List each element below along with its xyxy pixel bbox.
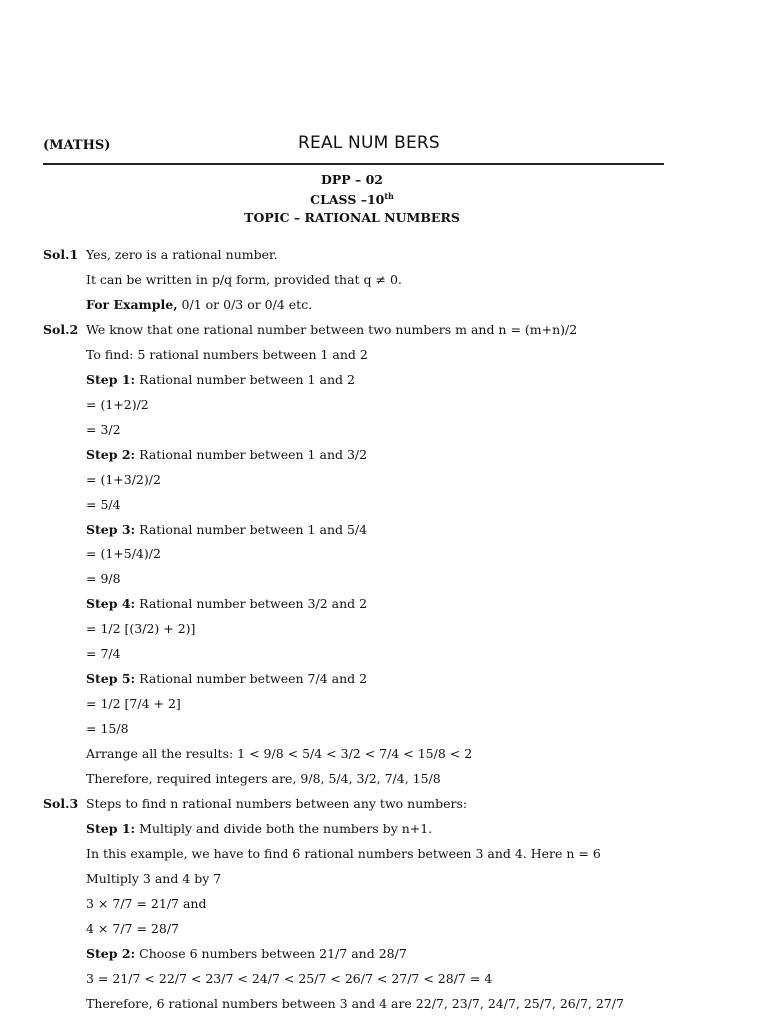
solution-text [86, 846, 601, 861]
line-content: Rational number between 1 and 5/4 [135, 521, 368, 537]
solution-text [86, 596, 367, 611]
header-divider [43, 163, 664, 165]
line-content: Multiply and divide both the numbers by n+1. [135, 820, 433, 836]
solution-label: Sol.1 [43, 247, 79, 262]
line-content: Steps to find n rational numbers between any two numbers: [86, 795, 468, 811]
topic-label: TOPIC – RATIONAL NUMBERS [244, 210, 460, 225]
line-content: Rational number between 1 and 3/2 [135, 446, 368, 462]
line-content: Choose 6 numbers between 21/7 and 28/7 [135, 945, 407, 961]
solution-text [86, 571, 121, 586]
solution-text [86, 946, 407, 961]
step-label: Step 1: [86, 371, 136, 387]
class-superscript: th [384, 191, 394, 201]
solution-text [86, 721, 129, 736]
solution-text [86, 896, 206, 911]
line-content: In this example, we have to find 6 rational numbers between 3 and 4. Here n = 6 [86, 845, 601, 861]
line-content: Rational number between 7/4 and 2 [135, 671, 368, 687]
step-label: Step 1: [86, 820, 136, 836]
solution-text [86, 272, 402, 287]
step-label: Step 3: [86, 521, 136, 537]
line-content: We know that one rational number between two numbers m and n = (m+n)/2 [86, 321, 578, 337]
solution-text [86, 821, 432, 836]
line-content: Arrange all the results: 1 < 9/8 < 5/4 < 3/2 < 7/4 < 15/8 < 2 [86, 746, 473, 761]
solution-text [86, 322, 577, 337]
line-content: = 15/8 [86, 721, 129, 736]
solution-text [86, 621, 195, 636]
solution-text [86, 372, 355, 387]
line-content: Rational number between 3/2 and 2 [135, 596, 368, 612]
line-content: = 1/2 [(3/2) + 2)] [86, 621, 196, 637]
solution-text [86, 297, 312, 312]
solution-text [86, 771, 441, 786]
step-label: Step 2: [86, 945, 136, 961]
line-content: = 9/8 [86, 571, 121, 587]
solution-text [86, 921, 179, 936]
subject-label: (MATHS) [43, 138, 111, 153]
solution-label: Sol.3 [43, 795, 79, 811]
line-content: Therefore, required integers are, 9/8, 5/4, 3/2, 7/4, 15/8 [86, 770, 441, 786]
line-content: 4 × 7/7 = 28/7 [86, 920, 179, 936]
solution-text [86, 347, 368, 362]
solution-text [86, 522, 367, 537]
line-content: 3 = 21/7 < 22/7 < 23/7 < 24/7 < 25/7 < 26/7 < 27/7 < 28/7 = 4 [86, 970, 493, 986]
line-content: Rational number between 1 and 2 [135, 371, 355, 387]
solution-text [86, 422, 121, 437]
solution-text [86, 472, 161, 487]
solution-text [86, 971, 492, 986]
line-content: = 5/4 [86, 496, 121, 512]
solution-text [86, 646, 121, 661]
line-content: = (1+5/4)/2 [86, 546, 161, 562]
solution-text [86, 746, 472, 761]
page-title: REAL NUM BERS [298, 133, 440, 153]
line-content: = 1/2 [7/4 + 2] [86, 696, 181, 712]
step-label: For Example, [86, 296, 178, 312]
step-label: Step 2: [86, 446, 136, 462]
line-content: 0/1 or 0/3 or 0/4 etc. [177, 296, 313, 312]
solution-text [86, 671, 367, 686]
solution-text [86, 397, 149, 412]
line-content: 3 × 7/7 = 21/7 and [86, 895, 207, 911]
line-content: = (1+3/2)/2 [86, 471, 161, 487]
solution-text [86, 996, 624, 1011]
line-content: = 7/4 [86, 646, 121, 662]
solution-label: Sol.2 [43, 321, 79, 337]
class-label [0, 191, 704, 207]
solution-text [86, 546, 161, 561]
solution-text [86, 447, 367, 462]
solution-text [86, 696, 181, 711]
dpp-label: DPP – 02 [321, 172, 383, 187]
line-content: To find: 5 rational numbers between 1 and 2 [86, 346, 368, 362]
solution-text [86, 871, 221, 886]
line-content: Therefore, 6 rational numbers between 3 and 4 are 22/7, 23/7, 24/7, 25/7, 26/7, 27/7 [86, 995, 624, 1011]
line-content: = (1+2)/2 [86, 396, 149, 412]
solution-text [86, 247, 278, 262]
line-content: Yes, zero is a rational number. [86, 247, 278, 262]
step-label: Step 5: [86, 671, 136, 687]
class-text: CLASS –10 [310, 192, 385, 208]
step-label: Step 4: [86, 596, 136, 612]
line-content: Multiply 3 and 4 by 7 [86, 870, 222, 886]
solution-text [86, 497, 121, 512]
line-content: It can be written in p/q form, provided that q ≠ 0. [86, 271, 402, 287]
line-content: = 3/2 [86, 421, 121, 437]
solution-text [86, 796, 467, 811]
